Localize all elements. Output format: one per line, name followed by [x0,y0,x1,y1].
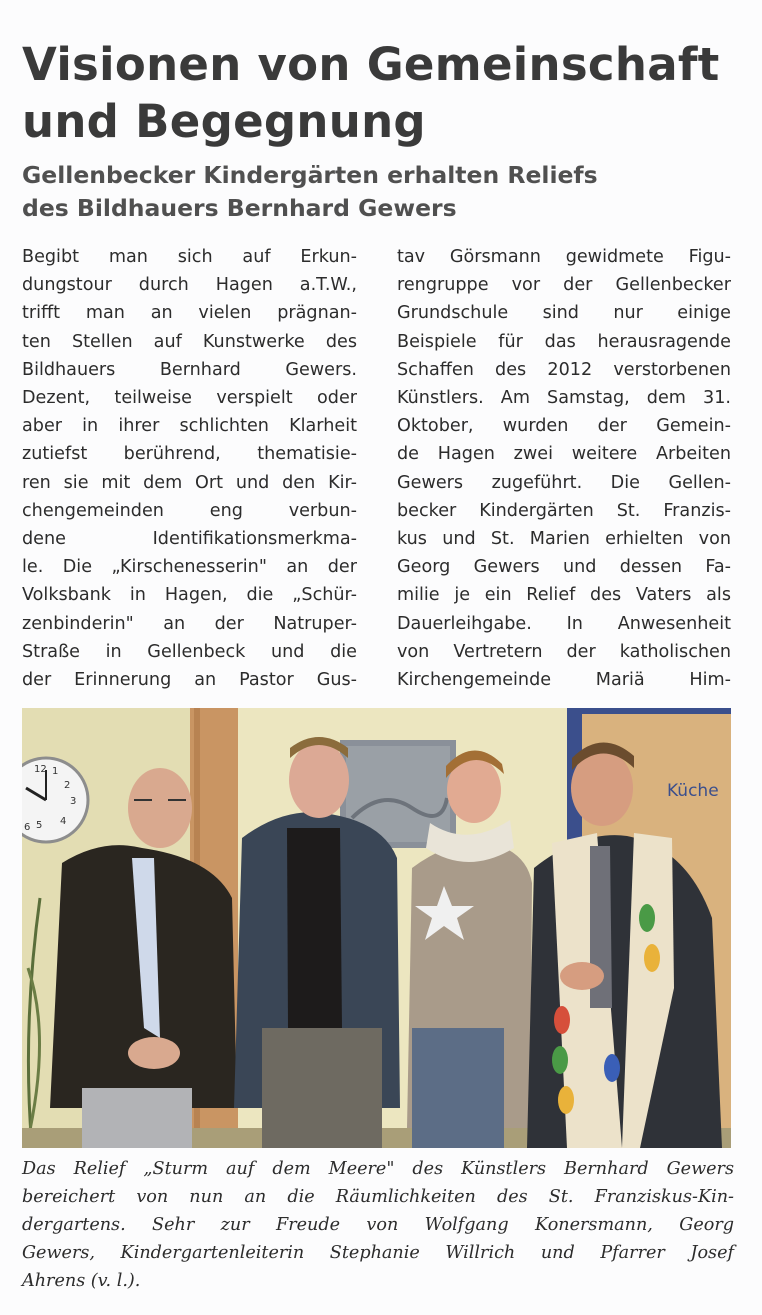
body-line: Georg Gewers und dessen Fa- [397,557,731,578]
body-line: tav Görsmann gewidmete Figu- [397,247,731,267]
body-line: dungstour durch Hagen a.T.W., [22,275,357,296]
photo-caption [22,1155,734,1295]
body-line: Gewers zugeführt. Die Gellen- [397,472,731,493]
body-line: zenbinderin" an der Natruper- [22,613,357,634]
subheadline-line: des Bildhauers Bernhard Gewers [22,194,457,222]
body-line: Schaffen des 2012 verstorbenen [397,359,731,380]
body-column-left [22,243,357,694]
body-line: trifft man an vielen prägnan- [22,303,357,324]
body-line: Grundschule sind nur einige [397,303,731,324]
body-line: Kirchengemeinde Mariä Him- [397,670,731,691]
group-photo-image [22,708,731,1148]
body-line: dene Identifikationsmerkma- [22,529,357,550]
body-line: ren sie mit dem Ort und den Kir- [22,472,357,493]
door-sign: Küche [667,781,719,801]
body-line: Oktober, wurden der Gemein- [397,416,731,437]
caption-line: Ahrens (v. l.). [22,1271,141,1291]
body-line: ten Stellen auf Kunstwerke des [22,331,357,352]
subheadline [22,159,742,225]
body-line: Begibt man sich auf Erkun- [22,247,357,267]
svg-text:12: 12 [34,764,47,775]
body-line: aber in ihrer schlichten Klarheit [22,416,357,437]
body-line: chengemeinden eng verbun- [22,500,357,521]
body-line: Dezent, teilweise verspielt oder [22,388,357,409]
body-line: becker Kindergärten St. Franzis- [397,500,731,521]
subheadline-line: Gellenbecker Kindergärten erhalten Reliefs [22,161,598,189]
body-line: de Hagen zwei weitere Arbeiten [397,444,731,465]
body-line: rengruppe vor der Gellenbecker [397,275,731,296]
body-line: der Erinnerung an Pastor Gus- [22,670,357,691]
svg-text:4: 4 [60,816,67,827]
body-line: Beispiele für das herausragende [397,331,731,352]
body-line: Volksbank in Hagen, die „Schür- [22,585,357,606]
body-line: milie je ein Relief des Vaters als [397,585,731,606]
headline [22,36,742,150]
caption-line: Das Relief „Sturm auf dem Meere" des Künstlers Bernhard Gewers [22,1159,734,1179]
body-line: kus und St. Marien erhielten von [397,529,731,550]
svg-text:5: 5 [36,820,43,831]
svg-text:6: 6 [24,822,31,833]
caption-line: Gewers, Kindergartenleiterin Stephanie Willrich und Pfarrer Josef [22,1243,734,1263]
body-line: Künstlers. Am Samstag, dem 31. [397,388,731,409]
headline-line: und Begegnung [22,95,426,148]
body-line: Dauerleihgabe. In Anwesenheit [397,613,731,634]
body-line: Straße in Gellenbeck und die [22,641,357,662]
body-line: von Vertretern der katholischen [397,641,731,662]
article-photo [22,708,731,1148]
body-column-right [397,243,731,694]
svg-text:1: 1 [52,766,59,777]
headline-line: Visionen von Gemeinschaft [22,38,720,91]
caption-line: bereichert von nun an die Räumlichkeiten des St. Franziskus-Kin- [22,1187,734,1207]
body-line: zutiefst berührend, thematisie- [22,444,357,465]
caption-line: dergartens. Sehr zur Freude von Wolfgang Konersmann, Georg [22,1215,734,1235]
body-line: Bildhauers Bernhard Gewers. [22,359,357,380]
svg-text:2: 2 [64,780,71,791]
body-line: le. Die „Kirschenesserin" an der [22,557,357,578]
svg-text:3: 3 [70,796,77,807]
